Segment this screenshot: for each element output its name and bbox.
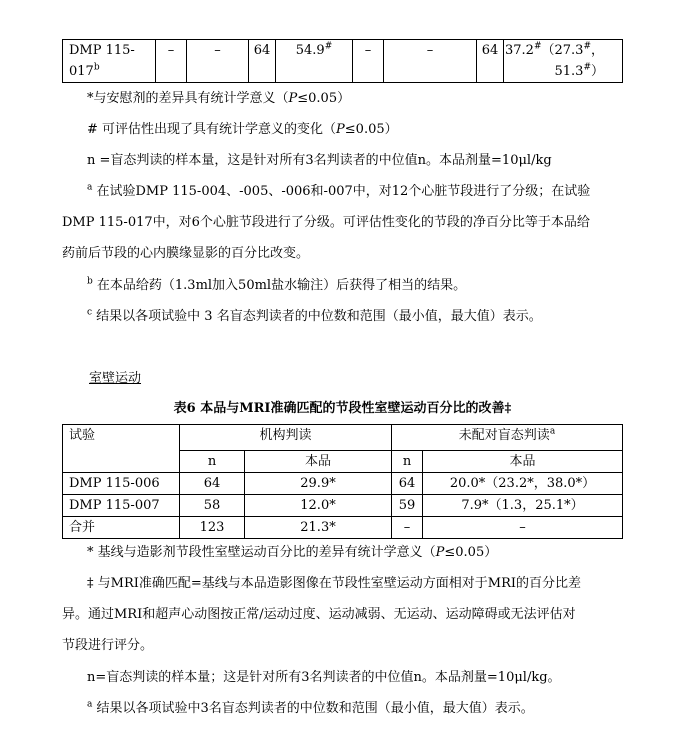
- cell: 29.9*: [245, 473, 392, 495]
- header-trial: 试验: [63, 425, 180, 473]
- note2-dagger-line2: 异。通过MRI和超声心动图按正常/运动过度、运动减弱、无运动、运动障碍或无法评估对: [62, 607, 576, 622]
- cell: –: [423, 517, 623, 539]
- cell: 59: [392, 495, 423, 517]
- subheader-n: n: [392, 451, 423, 473]
- cell: 64: [392, 473, 423, 495]
- cell: 20.0*（23.2*，38.0*）: [423, 473, 623, 495]
- note2-a: $^a$ 结果以各项试验中3名盲态判读者的中位数和范围（最小值，最大值）表示。: [87, 699, 534, 716]
- subheader-product: 本品: [423, 451, 623, 473]
- cell: –: [187, 40, 249, 83]
- cell: 64: [249, 40, 276, 83]
- cell: 54.9#: [276, 40, 353, 83]
- cell: –: [384, 40, 477, 83]
- note2-star: * 基线与造影剂节段性室壁运动百分比的差异有统计学意义（P≤0.05）: [87, 545, 498, 560]
- table-header-row: [63, 425, 623, 451]
- section-heading: 室壁运动: [89, 371, 142, 386]
- cell: 21.3*: [245, 517, 392, 539]
- table-title: 表6 本品与MRI准确匹配的节段性室壁运动百分比的改善‡: [173, 401, 512, 416]
- note-a-line3: 药前后节段的心内膜缘显影的百分比改变。: [62, 246, 310, 261]
- note-b: $^b$ 在本品给药（1.3ml加入50ml盐水输注）后获得了相当的结果。: [87, 276, 467, 293]
- table-row: [63, 40, 623, 83]
- cell: –: [392, 517, 423, 539]
- note2-n: n=盲态判读的样本量；这是针对所有3名判读者的中位值n。本品剂量=10μl/kg。: [87, 670, 561, 685]
- note-star: *与安慰剂的差异具有统计学意义（P≤0.05）: [87, 91, 351, 106]
- cell: 37.2#（27.3#， 51.3#）: [504, 40, 623, 83]
- subheader-product: 本品: [245, 451, 392, 473]
- top-table: [62, 39, 623, 83]
- note2-dagger: ‡ 与MRI准确匹配=基线与本品造影图像在节段性室壁运动方面相对于MRI的百分比差: [87, 576, 581, 591]
- header-institutional: 机构判读: [180, 425, 392, 451]
- cell-trial: DMP 115-006: [63, 473, 180, 495]
- note-a-line2: DMP 115-017中，对6个心脏节段进行了分级。可评估性变化的节段的净百分比等于本品给: [62, 215, 590, 230]
- cell: 123: [180, 517, 245, 539]
- note-c: $^c$ 结果以各项试验中 3 名盲态判读者的中位数和范围（最小值，最大值）表示。: [87, 307, 542, 324]
- note-hash: # 可评估性出现了具有统计学意义的变化（P≤0.05）: [87, 122, 398, 137]
- cell: 64: [180, 473, 245, 495]
- cell: 7.9*（1.3，25.1*）: [423, 495, 623, 517]
- note-n: n =盲态判读的样本量，这是针对所有3名判读者的中位值n。本品剂量=10μl/kg: [87, 153, 552, 168]
- cell-trial: DMP 115-007: [63, 495, 180, 517]
- note-a: $^a$ 在试验DMP 115-004、-005、-006和-007中，对12个心脏节段进行了分级；在试验: [87, 182, 591, 199]
- table-row: [63, 495, 623, 517]
- cell-trial: 合并: [63, 517, 180, 539]
- cell: 64: [477, 40, 504, 83]
- table-row: [63, 473, 623, 495]
- note2-dagger-line3: 节段进行评分。: [62, 638, 154, 653]
- header-blinded: 未配对盲态判读$^a$: [392, 425, 623, 451]
- subheader-n: n: [180, 451, 245, 473]
- cell: –: [353, 40, 384, 83]
- cell: 58: [180, 495, 245, 517]
- table-6: [62, 424, 623, 539]
- table-row: [63, 517, 623, 539]
- cell: –: [156, 40, 187, 83]
- cell: 12.0*: [245, 495, 392, 517]
- row-label: DMP 115- 017$^b$: [63, 40, 156, 83]
